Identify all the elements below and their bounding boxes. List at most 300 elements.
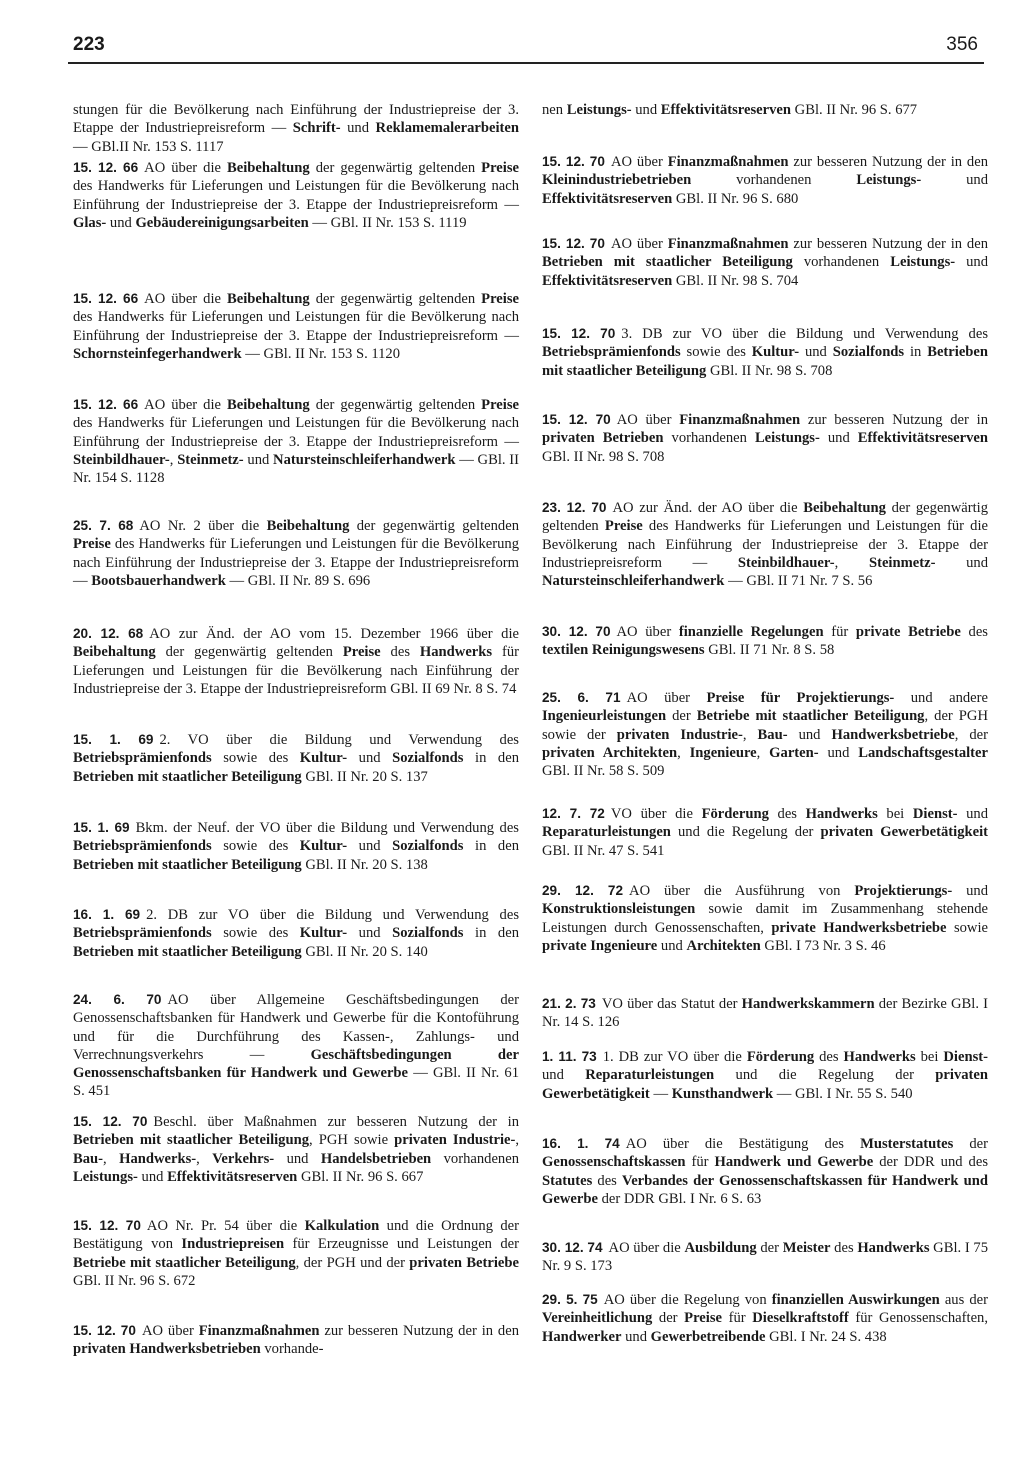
entry-text: und (274, 1150, 321, 1167)
entry-text: der (666, 708, 697, 725)
index-entry (542, 1048, 988, 1103)
entry-text: und (347, 925, 393, 942)
entry-keyword: Natursteinschleiferhandwerk (542, 573, 725, 590)
entry-text: stungen für die Bevölkerung nach Einführung der Industriepreise der 3. Etappe der Industriepreisreform — (73, 102, 519, 137)
entry-date: 16. 1. 74 (542, 1136, 620, 1151)
entry-date: 23. 12. 70 (542, 500, 607, 515)
entry-text: und die Ordnung der Bestätigung von (73, 1218, 520, 1253)
entry-text: AO über (141, 1323, 199, 1339)
entry-text: GBl. I Nr. 24 S. 438 (765, 1328, 887, 1345)
entry-text: für (823, 624, 856, 640)
entry-text: GBl. II Nr. 96 S. 677 (791, 102, 918, 118)
header-rule (68, 62, 984, 64)
entry-text: 2. VO über die Bildung und Verwendung des (159, 732, 519, 748)
entry-keyword: Ausbildung (684, 1240, 757, 1256)
entry-text: für Lieferungen und Leistungen für die Bevölkerung nach Einführung der Industriepreise der 3. Etappe der Industriepreisreform GBl. II 69 Nr. 8 S. 74 (73, 644, 519, 697)
entry-text: GBl. II Nr. 58 S. 509 (542, 763, 665, 780)
entry-keyword: Betrieben mit staatlicher Beteiligung (542, 254, 793, 271)
entry-text: und (657, 937, 687, 954)
entry-keyword: Handwerks- (119, 1150, 197, 1167)
entry-text: und (955, 254, 989, 271)
entry-keyword: Förderung (746, 1049, 815, 1065)
entry-text: des (592, 1172, 622, 1189)
entry-keyword: Industriepreisen (181, 1236, 285, 1253)
entry-text: in den (463, 925, 519, 942)
entry-text: , der PGH und der (295, 1254, 410, 1271)
entry-text: — GBl. II Nr. 89 S. 696 (225, 572, 371, 589)
entry-keyword: Betrieben mit staatlicher Beteiligung (73, 943, 302, 960)
entry-text: sowie des (211, 750, 300, 767)
entry-text: — GBl. II Nr. 153 S. 1119 (308, 214, 467, 231)
entry-keyword: Förderung (701, 806, 769, 822)
entry-keyword: Betriebsprämienfonds (542, 344, 681, 361)
entry-text: der gegenwärtig geltenden (542, 500, 989, 535)
entry-text: vorhandenen (792, 254, 891, 271)
index-entry (542, 101, 988, 119)
entry-keyword: Sozialfonds (392, 925, 464, 942)
entry-date: 15. 12. 70 (73, 1218, 141, 1233)
entry-keyword: Betriebe mit staatlicher Beteiligung (696, 708, 925, 725)
entry-text: zur besseren Nutzung der in den (319, 1323, 519, 1339)
entry-text: GBl. II Nr. 96 S. 680 (672, 190, 799, 207)
entry-date: 15. 12. 70 (542, 154, 605, 169)
entry-keyword: Finanzmaßnahmen (198, 1323, 320, 1339)
entry-keyword: Sozialfonds (392, 750, 464, 767)
entry-keyword: Finanzmaßnahmen (667, 236, 789, 252)
entry-keyword: Dienst- (912, 806, 958, 822)
entry-text: in den (463, 750, 519, 767)
entry-keyword: Handwerks (419, 644, 493, 661)
entry-text: und (952, 883, 989, 899)
entry-text: 3. DB zur VO über die Bildung und Verwendung des (621, 326, 989, 342)
entry-text: und (799, 344, 833, 361)
entry-text: AO zur Änd. der AO vom 15. Dezember 1966 über die (149, 626, 520, 642)
entry-text: GBl. II Nr. 96 S. 667 (297, 1168, 424, 1185)
entry-keyword: Konstruktionsleistungen (542, 901, 696, 918)
entry-text: AO über die (144, 291, 227, 307)
index-entry (73, 906, 519, 961)
entry-keyword: Leistungs- (754, 430, 820, 447)
entry-text: und (340, 120, 376, 137)
index-entry (73, 290, 519, 363)
entry-keyword: Architekten (686, 937, 761, 954)
index-entry (542, 805, 988, 860)
entry-keyword: Handelsbetrieben (320, 1150, 432, 1167)
entry-text: AO über die (144, 160, 227, 176)
entry-keyword: Landschaftsgestalter (858, 744, 988, 761)
entry-keyword: Bau- (73, 1150, 104, 1167)
entry-text: der gegenwärtig geltenden (349, 518, 520, 534)
entry-text: der gegenwärtig geltenden (309, 397, 482, 413)
entry-keyword: Glas- (73, 214, 107, 231)
entry-keyword: Preise (342, 644, 381, 661)
index-entry (542, 623, 988, 660)
entry-keyword: Preise (604, 518, 643, 535)
entry-text: bei (877, 806, 913, 822)
entry-text: bei (915, 1049, 944, 1065)
entry-keyword: Garten- (769, 744, 819, 761)
entry-date: 12. 7. 72 (542, 806, 605, 821)
entry-text: — GBl. II Nr. 61 S. 451 (73, 1065, 519, 1100)
entry-keyword: Handwerks (843, 1049, 916, 1065)
entry-text: VO über die (610, 806, 702, 822)
index-entry (542, 995, 988, 1032)
entry-keyword: Finanzmaßnahmen (679, 412, 801, 428)
entry-text: , (834, 554, 869, 571)
entry-text: GBl. II Nr. 47 S. 541 (542, 842, 665, 859)
entry-text: — GBl. I Nr. 55 S. 540 (773, 1085, 913, 1102)
entry-text: und (621, 1328, 651, 1345)
entry-date: 15. 12. 66 (73, 160, 139, 175)
entry-text: , (103, 1150, 120, 1167)
entry-keyword: Sozialfonds (392, 838, 464, 855)
entry-keyword: Kultur- (299, 750, 348, 767)
entry-text: sowie (946, 919, 988, 936)
entry-keyword: private Ingenieure (542, 937, 658, 954)
index-entry (73, 819, 519, 874)
entry-text: , der PGH sowie der (542, 708, 988, 743)
entry-keyword: Gewerbetreibende (650, 1328, 766, 1345)
entry-text: der (652, 1310, 685, 1327)
entry-keyword: Beibehaltung (73, 644, 156, 661)
entry-text: und (347, 750, 393, 767)
entry-keyword: privaten Gewerbetätigkeit (820, 824, 989, 841)
entry-keyword: Preise (73, 536, 111, 553)
entry-text: des Handwerks für Lieferungen und Leistungen für die Bevölkerung nach Einführung der Industriepreise der 3. Etappe der Industriepreisreform — (73, 309, 519, 344)
entry-text: nen (542, 102, 567, 118)
entry-text: AO über (616, 412, 680, 428)
entry-keyword: Beibehaltung (803, 500, 886, 516)
entry-keyword: Leistungs- (856, 172, 922, 189)
entry-date: 1. 11. 73 (542, 1049, 597, 1064)
entry-keyword: finanziellen Auswirkungen (771, 1292, 940, 1308)
page-number-left: 223 (73, 34, 105, 55)
entry-keyword: Preise (684, 1310, 722, 1327)
entry-text: der DDR und des (873, 1154, 988, 1171)
entry-keyword: Betriebsprämienfonds (73, 925, 212, 942)
entry-text: GBl. II Nr. 98 S. 704 (672, 272, 799, 289)
entry-text: — GBl. II Nr. 154 S. 1128 (73, 451, 520, 487)
index-entry (542, 882, 988, 955)
entry-keyword: Preise für Projektierungs- (706, 690, 895, 706)
index-entry (542, 1291, 988, 1346)
entry-keyword: privaten Handwerksbetrieben (73, 1341, 261, 1358)
entry-text: vorhandenen (663, 430, 755, 447)
index-entry (542, 325, 988, 380)
entry-text: , der (954, 726, 989, 743)
entry-text: Bkm. der Neuf. der VO über die Bildung und Verwendung des (135, 820, 519, 836)
entry-keyword: Effektivitätsreserven (857, 430, 989, 447)
entry-date: 15. 12. 70 (542, 412, 611, 427)
index-entry (542, 235, 988, 290)
page-number-right: 356 (946, 34, 978, 55)
entry-text: und (819, 430, 858, 447)
entry-keyword: Schornsteinfegerhandwerk (73, 345, 242, 362)
entry-text: AO über die (144, 397, 227, 413)
index-entry (73, 1113, 519, 1186)
entry-text: AO Nr. 2 über die (139, 518, 267, 534)
entry-keyword: Betrieben mit staatlicher Beteiligung (73, 768, 302, 785)
entry-keyword: Steinbildhauer- (73, 451, 170, 468)
entry-text: und (818, 744, 859, 761)
index-entry (542, 1239, 988, 1276)
entry-keyword: Vereinheitlichung (542, 1310, 653, 1327)
entry-text: , PGH sowie (309, 1132, 395, 1149)
entry-text: GBl. II Nr. 96 S. 672 (73, 1272, 196, 1289)
entry-text: der gegenwärtig geltenden (309, 291, 482, 307)
index-entry (73, 625, 519, 698)
entry-keyword: Handwerks (805, 806, 878, 822)
entry-text: des Handwerks für Lieferungen und Leistungen für die Bevölkerung nach Einführung der Industriepreise der 3. Etappe der Industriepreisreform — (73, 536, 519, 589)
entry-date: 30. 12. 70 (542, 624, 611, 639)
entry-keyword: Betriebe mit staatlicher Beteiligung (73, 1254, 296, 1271)
entry-text: AO über die (608, 1240, 685, 1256)
entry-keyword: Sozialfonds (832, 344, 905, 361)
entry-keyword: Beibehaltung (226, 397, 310, 413)
entry-text: aus der (939, 1292, 988, 1308)
index-entry (542, 689, 988, 780)
entry-text: — GBl. II 71 Nr. 7 S. 56 (724, 573, 873, 590)
entry-keyword: Beibehaltung (226, 291, 310, 307)
entry-keyword: Schrift- (292, 120, 341, 137)
entry-text: und (542, 1067, 586, 1084)
entry-date: 15. 1. 69 (73, 820, 130, 835)
entry-keyword: Bau- (757, 726, 788, 743)
entry-text: des (814, 1049, 844, 1065)
entry-text: und die Regelung der (670, 824, 821, 841)
entry-keyword: Kleinindustriebetrieben (542, 172, 692, 189)
index-entry (542, 153, 988, 208)
index-entry (73, 731, 519, 786)
entry-text: für Erzeugnisse und Leistungen der (284, 1236, 519, 1253)
entry-text: VO über das Statut der (601, 996, 742, 1012)
entry-keyword: Betrieben mit staatlicher Beteiligung (73, 856, 302, 873)
entry-date: 15. 12. 66 (73, 397, 139, 412)
entry-keyword: Steinmetz- (177, 451, 244, 468)
entry-keyword: Verbandes der Genossenschaftskassen für Handwerk und Gewerbe (542, 1172, 988, 1207)
entry-text: des (830, 1240, 858, 1256)
entry-keyword: Preise (481, 397, 519, 413)
entry-date: 15. 12. 70 (73, 1114, 148, 1129)
entry-text: und (243, 451, 274, 468)
entry-text: , (169, 451, 178, 468)
entry-date: 29. 12. 72 (542, 883, 624, 898)
entry-keyword: Ingenieurleistungen (542, 708, 667, 725)
entry-text: und (631, 102, 661, 118)
index-entry (73, 101, 519, 156)
entry-text: der gegenwärtig geltenden (155, 644, 343, 661)
entry-keyword: Reklamemalerarbeiten (375, 120, 520, 137)
entry-text: vorhandenen (691, 172, 857, 189)
entry-date: 15. 12. 70 (73, 1323, 136, 1338)
entry-text: und (787, 726, 832, 743)
entry-text: in den (463, 838, 519, 855)
entry-text: AO über (610, 236, 668, 252)
entry-text: GBl. II Nr. 98 S. 708 (542, 448, 665, 465)
entry-keyword: textilen Reinigungswesens (542, 642, 705, 659)
entry-keyword: Effektivitätsreserven (167, 1168, 298, 1185)
entry-keyword: Betriebsprämienfonds (73, 750, 212, 767)
entry-text: , (196, 1150, 213, 1167)
index-entry (73, 991, 519, 1101)
entry-text: und die Regelung der (714, 1067, 936, 1084)
entry-keyword: Kalkulation (304, 1218, 380, 1234)
entry-keyword: Kultur- (299, 925, 348, 942)
entry-keyword: Genossenschaftskassen (542, 1154, 686, 1171)
entry-keyword: Leistungs- (890, 254, 956, 271)
entry-text: sowie des (211, 925, 300, 942)
entry-keyword: Reparaturleistungen (585, 1067, 715, 1084)
entry-text: zur besseren Nutzung der in den (788, 236, 988, 252)
entry-text: der (756, 1240, 783, 1256)
entry-date: 24. 6. 70 (73, 992, 162, 1007)
index-entry (73, 517, 519, 590)
entry-keyword: Betrieben mit staatlicher Beteiligung (542, 344, 989, 379)
entry-text: AO zur Änd. der AO über die (612, 500, 804, 516)
entry-keyword: Finanzmaßnahmen (667, 154, 789, 170)
entry-text: AO über (610, 154, 668, 170)
entry-text: in (904, 344, 928, 361)
entry-text: sowie des (680, 344, 752, 361)
entry-text: der Bezirke GBl. I Nr. 14 S. 126 (542, 996, 988, 1031)
entry-text: des (380, 644, 420, 661)
index-entry (73, 1217, 519, 1290)
entry-text: , (756, 744, 770, 761)
entry-date: 21. 2. 73 (542, 996, 596, 1011)
entry-text: sowie damit im Zusammenhang stehende Leistungen durch Genossenschaften, (542, 901, 988, 936)
entry-text: , (677, 744, 690, 761)
entry-keyword: Effektivitätsreserven (542, 190, 673, 207)
entry-text: der gegenwärtig geltenden (309, 160, 482, 176)
entry-text: 2. DB zur VO über die Bildung und Verwendung des (146, 907, 519, 923)
entry-keyword: Musterstatutes (860, 1136, 954, 1152)
entry-text: AO über die Ausführung von (629, 883, 855, 899)
entry-keyword: Handwerkskammern (741, 996, 875, 1012)
entry-text: und (921, 172, 988, 189)
entry-text: , (515, 1132, 520, 1149)
entry-keyword: Effektivitätsreserven (660, 102, 792, 118)
entry-keyword: Effektivitätsreserven (542, 272, 673, 289)
entry-keyword: Verkehrs- (212, 1150, 275, 1167)
entry-keyword: privaten Industrie- (394, 1132, 516, 1149)
entry-keyword: privaten Betriebe (409, 1254, 519, 1271)
entry-text: des Handwerks für Lieferungen und Leistungen für die Bevölkerung nach Einführung der Industriepreise der 3. Etappe der Industriepreisreform — (542, 518, 988, 571)
entry-text: GBl. II 71 Nr. 8 S. 58 (704, 642, 835, 659)
entry-keyword: Betriebsprämienfonds (73, 838, 212, 855)
entry-date: 15. 12. 70 (542, 236, 605, 251)
entry-text: — GBl.II Nr. 153 S. 1117 (73, 138, 224, 155)
entry-keyword: Reparaturleistungen (542, 824, 671, 841)
index-entry (542, 411, 988, 466)
entry-text: GBl. II Nr. 20 S. 140 (301, 943, 428, 960)
entry-keyword: Steinmetz- (868, 554, 936, 571)
entry-text: AO über die Bestätigung des (625, 1136, 861, 1152)
entry-keyword: Beibehaltung (266, 518, 350, 534)
entry-date: 15. 12. 66 (73, 291, 139, 306)
entry-date: 16. 1. 69 (73, 907, 141, 922)
entry-date: 20. 12. 68 (73, 626, 144, 641)
entry-keyword: Dienst- (943, 1049, 988, 1065)
entry-keyword: Bootsbauerhandwerk (91, 572, 226, 589)
entry-text: zur besseren Nutzung der in (800, 412, 989, 428)
entry-text: 1. DB zur VO über die (602, 1049, 747, 1065)
entry-text: und (106, 214, 136, 231)
entry-text: Beschl. über Maßnahmen zur besseren Nutzung der in (153, 1114, 519, 1130)
entry-keyword: Betrieben mit staatlicher Beteiligung (73, 1132, 310, 1149)
entry-text: — GBl. II Nr. 153 S. 1120 (241, 345, 401, 362)
entry-keyword: Handwerksbetriebe (831, 726, 955, 743)
entry-date: 25. 6. 71 (542, 690, 621, 705)
entry-text: zur besseren Nutzung der in den (788, 154, 988, 170)
entry-date: 15. 12. 70 (542, 326, 616, 341)
entry-text: und andere (894, 690, 988, 706)
entry-keyword: Steinbildhauer- (737, 554, 835, 571)
entry-text: AO über (626, 690, 707, 706)
entry-text: AO Nr. Pr. 54 über die (146, 1218, 305, 1234)
entry-text: AO über Allgemeine Geschäftsbedingungen der Genossenschaftsbanken für Handwerk und Gewerbe für die Kontoführung und für die Durchführung des Kassen-, Zahlungs- und Verrechnungsverkehrs — (73, 992, 519, 1063)
entry-keyword: Beibehaltung (226, 160, 310, 176)
entry-text: AO über die Regelung von (603, 1292, 772, 1308)
entry-text: GBl. II Nr. 20 S. 137 (301, 768, 428, 785)
entry-keyword: Leistungs- (566, 102, 632, 118)
entry-text: für (685, 1154, 715, 1171)
entry-text: und (137, 1168, 168, 1185)
entry-text: für (722, 1310, 753, 1327)
entry-keyword: Kultur- (751, 344, 800, 361)
entry-keyword: privaten Betrieben (542, 430, 664, 447)
entry-text: GBl. II Nr. 98 S. 708 (706, 362, 833, 379)
entry-keyword: privaten Industrie- (616, 726, 743, 743)
entry-date: 29. 5. 75 (542, 1292, 598, 1307)
entry-keyword: Handwerks (857, 1240, 930, 1256)
entry-text: GBl. II Nr. 20 S. 138 (301, 856, 428, 873)
entry-keyword: Meister (782, 1240, 831, 1256)
entry-keyword: finanzielle Regelungen (678, 624, 824, 640)
entry-keyword: Ingenieure (689, 744, 757, 761)
entry-text: für Genossenschaften, (848, 1310, 988, 1327)
entry-text: und (957, 806, 988, 822)
entry-text: und (347, 838, 393, 855)
entry-text: AO über (616, 624, 679, 640)
entry-text: des (960, 624, 988, 640)
index-entry (73, 396, 519, 487)
entry-keyword: Natursteinschleiferhandwerk (273, 451, 456, 468)
entry-keyword: private Betriebe (855, 624, 961, 640)
entry-text: des Handwerks für Lieferungen und Leistungen für die Bevölkerung nach Einführung der Industriepreise der 3. Etappe der Industriepreisreform — (73, 415, 519, 450)
entry-text: — (649, 1085, 672, 1102)
entry-text: der (953, 1136, 988, 1152)
entry-text: und (935, 554, 988, 571)
entry-keyword: Preise (481, 160, 519, 176)
entry-keyword: Statutes (542, 1172, 593, 1189)
entry-text: vorhande- (260, 1341, 324, 1358)
entry-keyword: Dieselkraftstoff (752, 1310, 849, 1327)
entry-keyword: privaten Gewerbetätigkeit (542, 1067, 988, 1102)
entry-date: 25. 7. 68 (73, 518, 134, 533)
entry-text: GBl. I 75 Nr. 9 S. 173 (542, 1240, 988, 1275)
entry-keyword: private Handwerksbetriebe (771, 919, 947, 936)
entry-text: des (768, 806, 806, 822)
index-entry (73, 1322, 519, 1359)
entry-text: GBl. I 73 Nr. 3 S. 46 (760, 937, 886, 954)
entry-text: , (742, 726, 758, 743)
entry-keyword: Preise (481, 291, 519, 307)
entry-keyword: Leistungs- (73, 1168, 138, 1185)
entry-text: der DDR GBl. I Nr. 6 S. 63 (597, 1190, 762, 1207)
index-entry (542, 499, 988, 590)
entry-text: sowie des (211, 838, 300, 855)
entry-keyword: Handwerk und Gewerbe (714, 1154, 874, 1171)
